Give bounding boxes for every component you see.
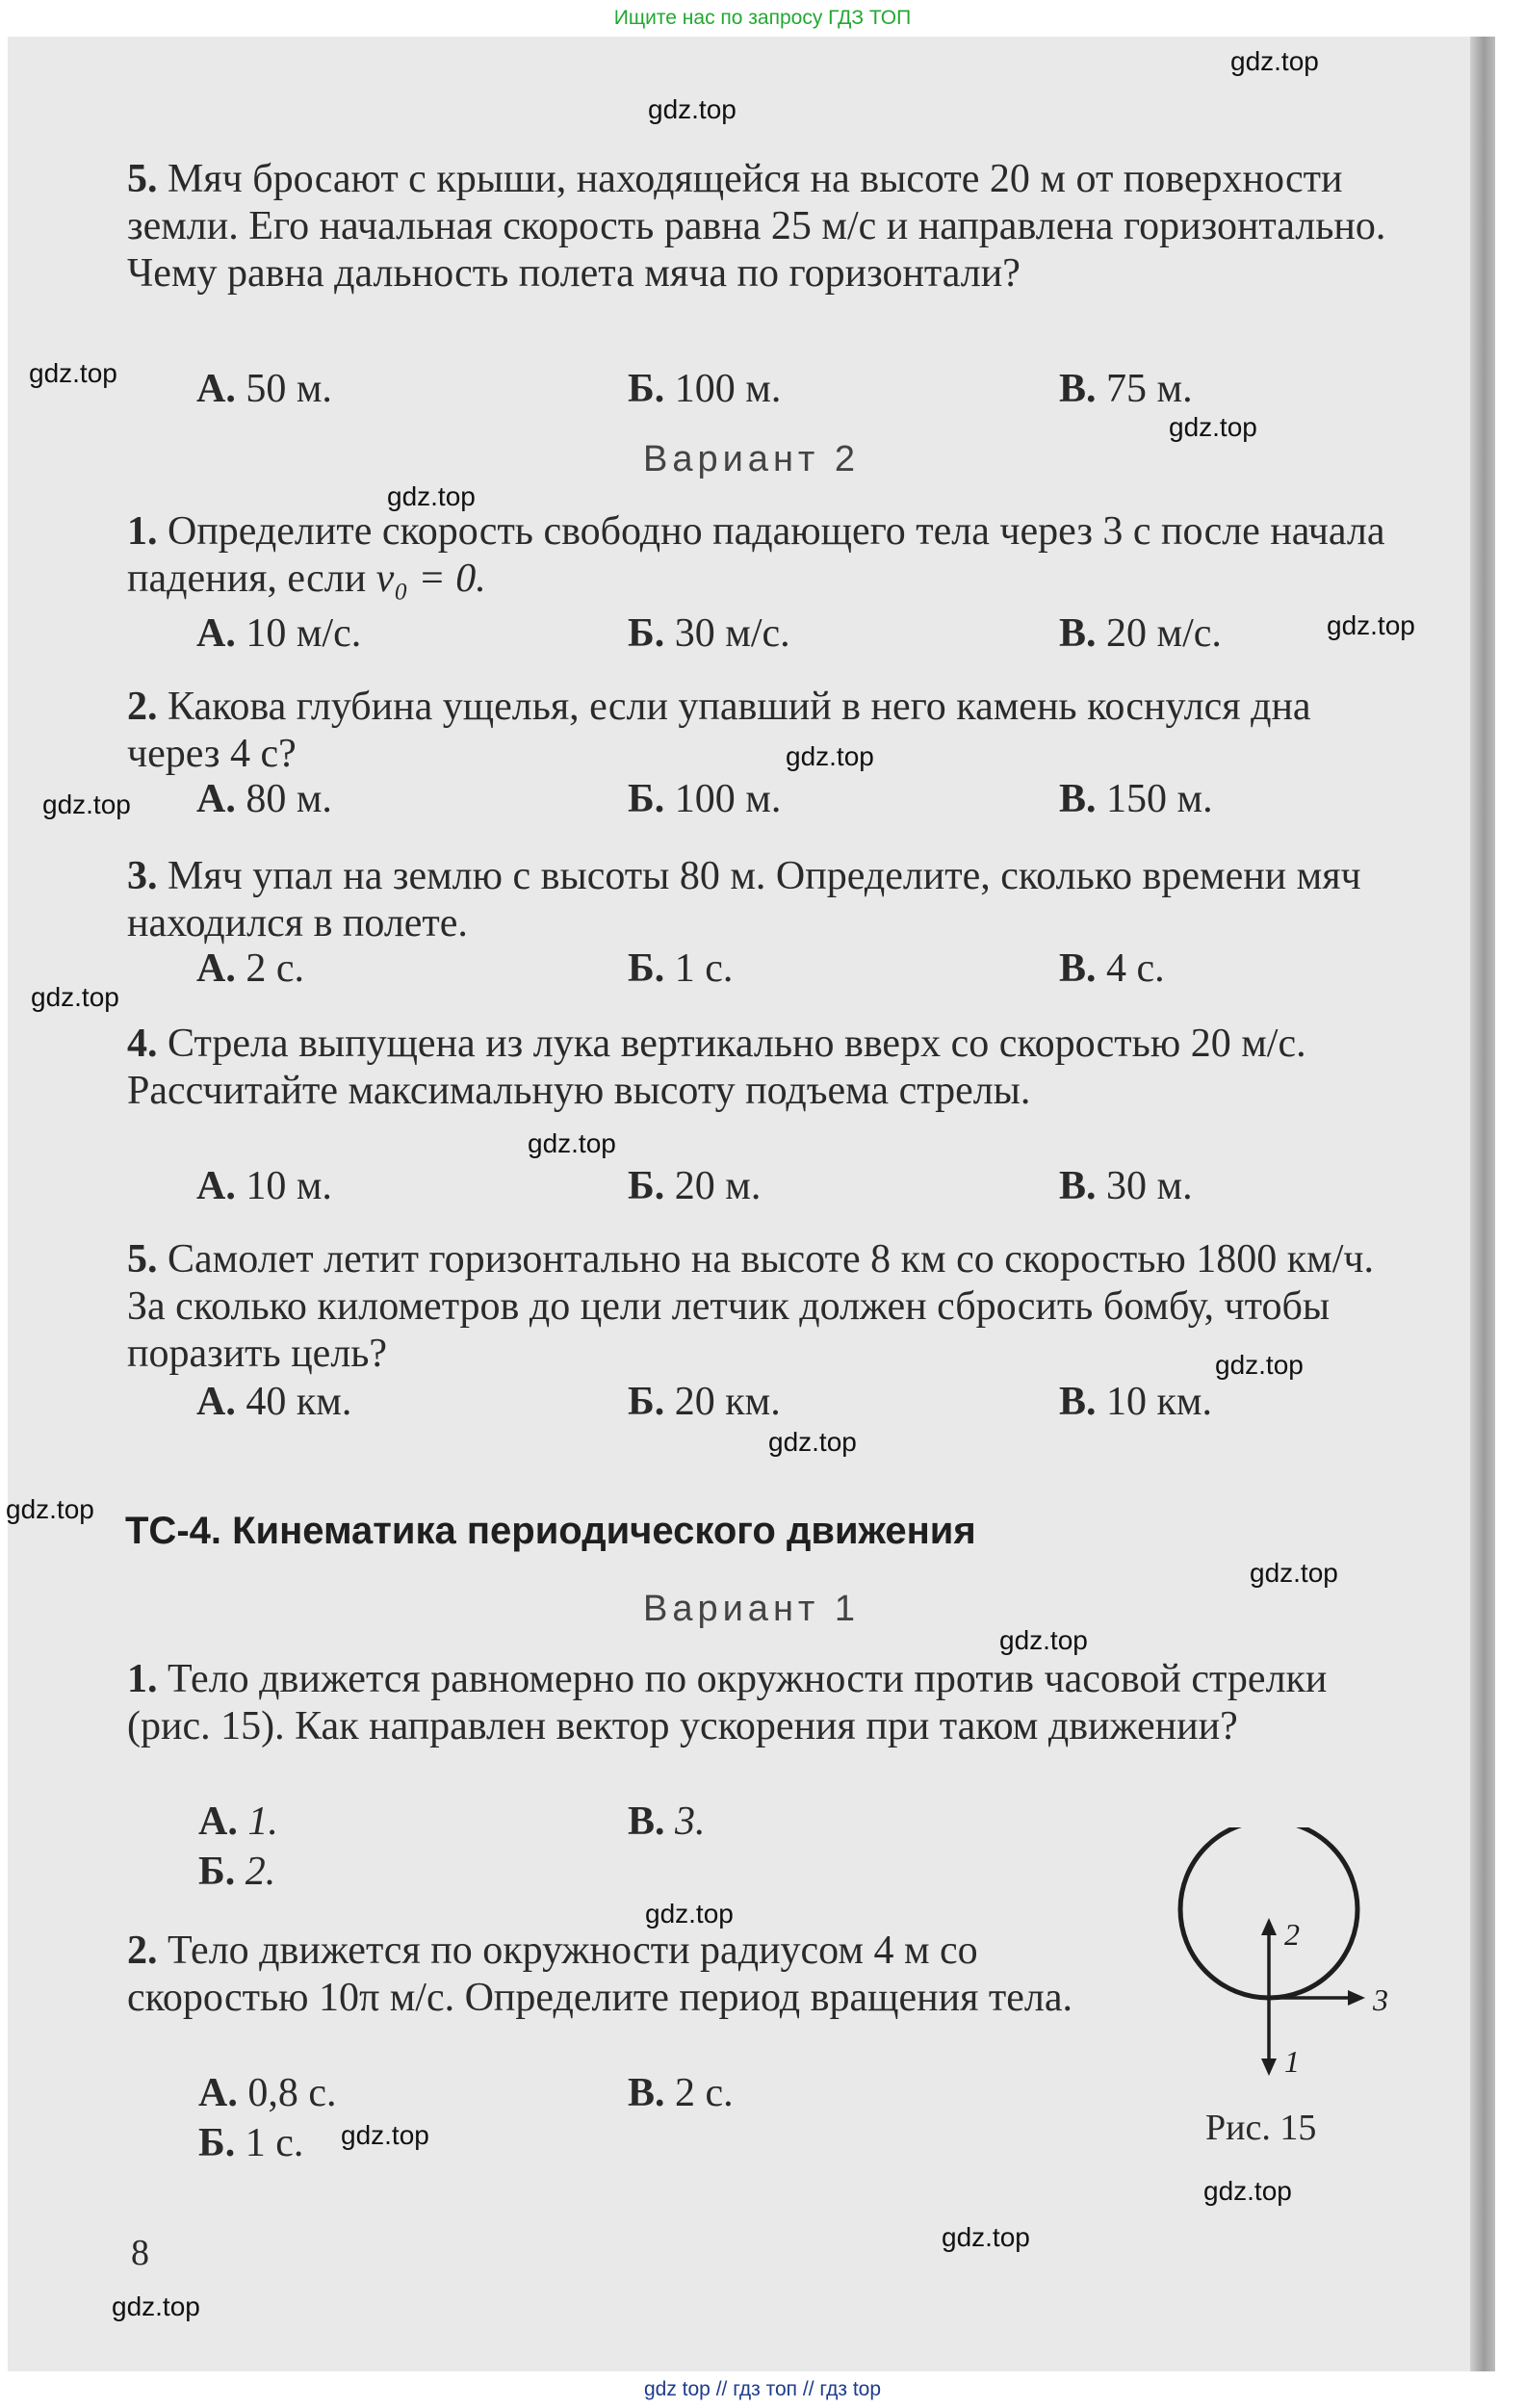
answer-c: В. 20 м/с. xyxy=(1059,611,1222,656)
vector-3-arrowhead xyxy=(1348,1990,1365,2006)
section-title: ТС-4. Кинематика периодического движения xyxy=(125,1510,976,1552)
watermark: gdz.top xyxy=(42,790,131,819)
vector-label-3: 3 xyxy=(1373,1982,1388,2017)
answer-a: А. 80 м. xyxy=(196,777,332,821)
question-5: 5. Самолет летит горизонтально на высоте 8 км со скоростью 1800 км/ч. За сколько километров до цели летчик должен сбросить бомбу, чтобы поразить цель? xyxy=(127,1237,1375,1376)
figure-caption: Рис. 15 xyxy=(1205,2108,1317,2148)
book-spine xyxy=(1470,37,1495,2371)
question-3: 3. Мяч упал на землю с высоты 80 м. Определите, сколько времени мяч находился в полете. xyxy=(127,854,1361,945)
vector-label-1: 1 xyxy=(1284,2044,1300,2078)
watermark: gdz.top xyxy=(29,358,117,388)
answer-a: А. 10 м. xyxy=(196,1164,332,1208)
watermark: gdz.top xyxy=(31,982,119,1012)
top-banner[interactable]: Ищите нас по запросу ГДЗ ТОП xyxy=(613,7,912,29)
watermark: gdz.top xyxy=(1169,412,1257,442)
watermark: gdz.top xyxy=(1215,1350,1304,1380)
answer-b: Б. 2. xyxy=(198,1850,276,1894)
answer-c: В. 4 с. xyxy=(1059,946,1165,991)
answer-b: Б. 20 м. xyxy=(628,1164,762,1208)
answer-a: А. 50 м. xyxy=(196,367,332,411)
watermark: gdz.top xyxy=(999,1625,1088,1655)
watermark: gdz.top xyxy=(942,2222,1030,2252)
vector-label-2: 2 xyxy=(1284,1917,1300,1952)
watermark: gdz.top xyxy=(1250,1558,1338,1588)
answer-a: А. 2 с. xyxy=(196,946,304,991)
vector-2-arrowhead xyxy=(1261,1918,1277,1935)
answer-a: А. 10 м/с. xyxy=(196,611,362,656)
question-number: 5. xyxy=(127,157,158,201)
answer-c: В. 75 м. xyxy=(1059,367,1193,411)
question-1: 1. Определите скорость свободно падающего тела через 3 с после начала падения, если v₀ = 0. xyxy=(127,509,1385,601)
answer-b: Б. 100 м. xyxy=(628,777,782,821)
watermark: gdz.top xyxy=(1230,46,1319,76)
answer-a: А. 0,8 с. xyxy=(198,2071,337,2115)
watermark: gdz.top xyxy=(645,1899,734,1929)
watermark: gdz.top xyxy=(1327,610,1415,640)
page-number: 8 xyxy=(131,2233,149,2273)
watermark: gdz.top xyxy=(6,1494,94,1524)
figure-15-circle-diagram xyxy=(1153,1827,1404,2078)
variant-title: Вариант 1 xyxy=(642,1589,861,1629)
question-text: Мяч бросают с крыши, находящейся на высоте 20 м от поверхности земли. Его начальная скорость равна 25 м/с и направлена горизонтально. Чему равна дальность полета мяча по горизонтали? xyxy=(127,157,1386,296)
answer-a: А. 40 км. xyxy=(196,1380,352,1424)
book-page xyxy=(8,37,1495,2371)
answer-b: Б. 1 с. xyxy=(198,2121,304,2165)
watermark: gdz.top xyxy=(112,2291,200,2321)
watermark: gdz.top xyxy=(786,741,874,771)
bottom-banner[interactable]: gdz top // гдз топ // гдз top xyxy=(643,2378,882,2400)
watermark: gdz.top xyxy=(528,1128,616,1158)
answer-b: Б. 1 с. xyxy=(628,946,734,991)
answer-a: А. 1. xyxy=(198,1800,278,1844)
question-1: 1. Тело движется равномерно по окружности против часовой стрелки (рис. 15). Как направлен вектор ускорения при таком движении? xyxy=(127,1657,1328,1748)
vector-1-arrowhead xyxy=(1261,2058,1277,2076)
watermark: gdz.top xyxy=(387,481,476,511)
watermark: gdz.top xyxy=(341,2120,429,2150)
question-4: 4. Стрела выпущена из лука вертикально вверх со скоростью 20 м/с. Рассчитайте максимальную высоту подъема стрелы. xyxy=(127,1022,1306,1113)
answer-c: В. 2 с. xyxy=(628,2071,734,2115)
question-2: 2. Тело движется по окружности радиусом 4 м со скоростью 10π м/с. Определите период вращения тела. xyxy=(127,1929,1073,2020)
answer-b: Б. 100 м. xyxy=(628,367,782,411)
answer-b: Б. 20 км. xyxy=(628,1380,781,1424)
variant-title: Вариант 2 xyxy=(642,439,861,479)
answer-c: В. 30 м. xyxy=(1059,1164,1193,1208)
question-2: 2. Какова глубина ущелья, если упавший в него камень коснулся дна через 4 с? xyxy=(127,685,1311,776)
watermark: gdz.top xyxy=(768,1427,857,1457)
watermark: gdz.top xyxy=(648,94,737,124)
answer-b: Б. 30 м/с. xyxy=(628,611,790,656)
watermark: gdz.top xyxy=(1203,2176,1292,2206)
formula: v₀ = 0. xyxy=(375,557,486,601)
answer-c: В. 10 км. xyxy=(1059,1380,1212,1424)
answer-c: В. 3. xyxy=(628,1800,706,1844)
answer-c: В. 150 м. xyxy=(1059,777,1213,821)
question-5 xyxy=(127,156,1408,298)
